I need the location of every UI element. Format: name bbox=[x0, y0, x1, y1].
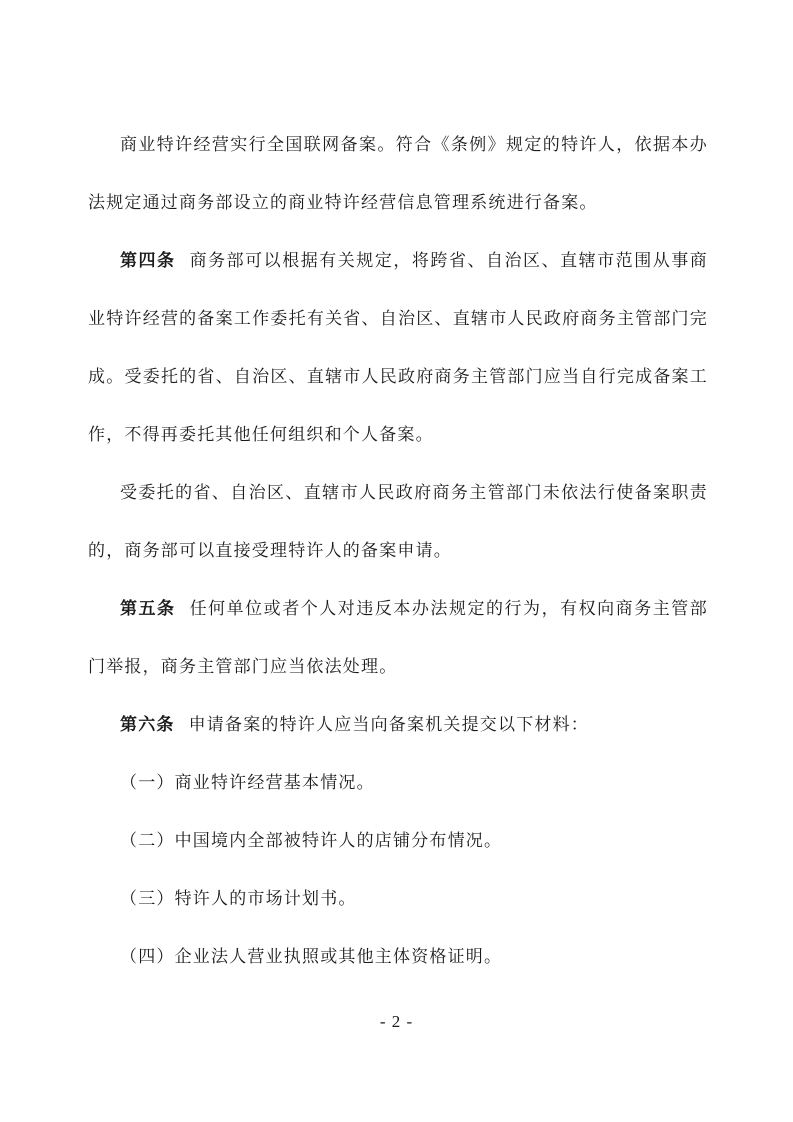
paragraph-text: 任何单位或者个人对违反本办法规定的行为，有权向商务主管部门举报，商务主管部门应当依法处理。 bbox=[88, 599, 708, 677]
list-item-1 bbox=[88, 754, 708, 812]
paragraph-text: 商务部可以根据有关规定，将跨省、自治区、直辖市范围从事商业特许经营的备案工作委托有关省、自治区、直辖市人民政府商务主管部门完成。受委托的省、自治区、直辖市人民政府商务主管部门应当自行完成备案工作，不得再委托其他任何组织和个人备案。 bbox=[88, 251, 708, 445]
paragraph-text: 商业特许经营实行全国联网备案。符合《条例》规定的特许人，依据本办法规定通过商务部设立的商业特许经营信息管理系统进行备案。 bbox=[88, 135, 708, 213]
paragraph-text: 受委托的省、自治区、直辖市人民政府商务主管部门未依法行使备案职责的，商务部可以直接受理特许人的备案申请。 bbox=[88, 483, 708, 561]
list-item-4 bbox=[88, 928, 708, 986]
article-heading: 第四条 bbox=[120, 251, 176, 271]
paragraph-text: 申请备案的特许人应当向备案机关提交以下材料： bbox=[188, 715, 590, 735]
article-heading: 第五条 bbox=[120, 599, 176, 619]
page-number: - 2 - bbox=[379, 1012, 414, 1031]
paragraph-article-6 bbox=[88, 696, 708, 754]
paragraph-text: （二）中国境内全部被特许人的店铺分布情况。 bbox=[120, 831, 503, 851]
paragraph-text: （一）商业特许经营基本情况。 bbox=[120, 773, 375, 793]
article-heading: 第六条 bbox=[120, 715, 175, 735]
paragraph-filing-system bbox=[88, 116, 708, 232]
body-text bbox=[88, 116, 708, 986]
paragraph-text: （四）企业法人营业执照或其他主体资格证明。 bbox=[120, 947, 503, 967]
paragraph-text: （三）特许人的市场计划书。 bbox=[120, 889, 357, 909]
paragraph-article-4 bbox=[88, 232, 708, 464]
list-item-3 bbox=[88, 870, 708, 928]
paragraph-delegated-authority bbox=[88, 464, 708, 580]
paragraph-article-5 bbox=[88, 580, 708, 696]
list-item-2 bbox=[88, 812, 708, 870]
